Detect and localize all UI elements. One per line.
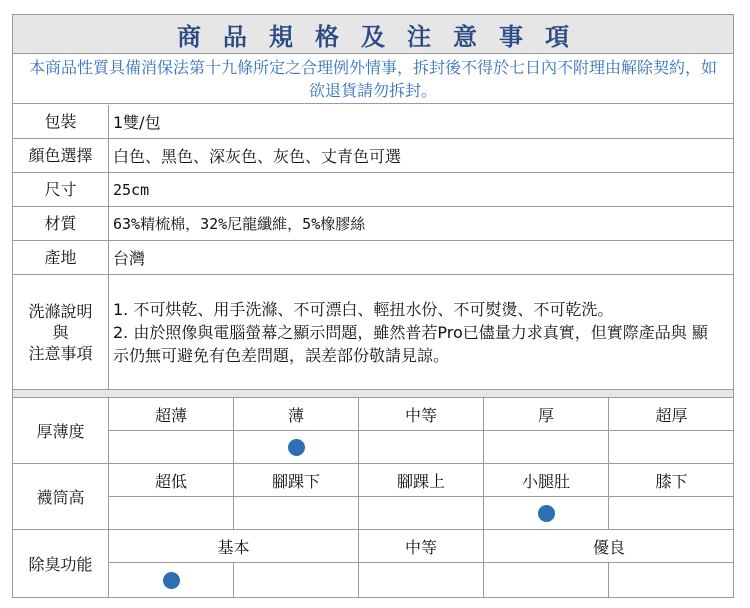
thickness-option: 薄: [234, 398, 359, 430]
selected-marker-dot: [163, 572, 180, 589]
thickness-options: [109, 398, 733, 431]
deodorant-label: 除臭功能: [13, 530, 109, 597]
sock-height-option: 膝下: [655, 471, 688, 491]
care-label-line2: 與: [52, 322, 69, 342]
selected-marker-dot: [538, 505, 555, 522]
deodorant-mark-cell: [609, 563, 734, 597]
packaging-label: 包裝: [13, 105, 109, 138]
care-value: [109, 275, 733, 389]
thickness-option: 超薄: [109, 398, 234, 430]
care-label-line3: 注意事項: [28, 343, 93, 363]
sock-height-mark-cell: [109, 497, 234, 529]
thickness-mark-cell: [234, 431, 359, 463]
deodorant-option: 中等: [359, 530, 484, 562]
sock-height-mark-cell: [609, 497, 734, 529]
colors-value: 白色、黑色、深灰色、灰色、丈青色可選: [113, 147, 402, 166]
thickness-mark-cell: [109, 431, 234, 463]
sock-height-label: 襪筒高: [13, 464, 109, 529]
sock-height-option: 超低: [109, 464, 234, 496]
colors-label: 顏色選擇: [13, 139, 109, 172]
thickness-mark-cell: [609, 431, 734, 463]
thickness-marks: [109, 431, 733, 463]
sock-height-mark-cell: [359, 497, 484, 529]
spec-row-origin: [13, 241, 733, 275]
sock-height-option: 腳踝上: [359, 464, 484, 496]
thickness-option: 中等: [359, 398, 484, 430]
sock-height-option: 小腿肚: [484, 464, 609, 496]
size-value: 25cm: [113, 180, 150, 199]
product-spec-sheet: [12, 14, 734, 598]
care-label: [13, 275, 109, 389]
attr-row-deodorant: [13, 530, 733, 597]
spec-row-size: [13, 173, 733, 207]
origin-label: 產地: [13, 241, 109, 274]
sock-height-mark-cell: [234, 497, 359, 529]
size-label: 尺寸: [13, 173, 109, 206]
packaging-value: 1雙/包: [113, 113, 161, 132]
spec-row-material: [13, 207, 733, 241]
deodorant-option: 基本: [109, 530, 359, 562]
spec-row-colors: [13, 139, 733, 173]
thickness-mark-cell: [484, 431, 609, 463]
section-divider: [13, 390, 733, 398]
thickness-option: 超厚: [655, 405, 688, 425]
deodorant-option: 優良: [592, 537, 625, 557]
origin-value: 台灣: [113, 249, 146, 268]
sock-height-option: 腳踝下: [234, 464, 359, 496]
spec-title: 商品規格及注意事項: [177, 22, 591, 51]
material-label: 材質: [13, 207, 109, 240]
thickness-mark-cell: [359, 431, 484, 463]
attr-row-thickness: [13, 398, 733, 464]
thickness-label: 厚薄度: [13, 398, 109, 463]
sock-height-options: [109, 464, 733, 497]
deodorant-marks: [109, 563, 733, 597]
spec-row-packaging: [13, 105, 733, 139]
return-policy-notice: 本商品性質具備消保法第十九條所定之合理例外情事，拆封後不得於七日內不附理由解除契約，如欲退貨請勿拆封。: [13, 54, 733, 104]
deodorant-mark-cell: [359, 563, 484, 597]
attr-row-sock-height: [13, 464, 733, 530]
sock-height-marks: [109, 497, 733, 529]
deodorant-options: [109, 530, 733, 563]
sock-height-mark-cell: [484, 497, 609, 529]
deodorant-mark-cell: [109, 563, 234, 597]
deodorant-mark-cell: [484, 563, 609, 597]
deodorant-mark-cell: [234, 563, 359, 597]
care-label-line1: 洗滌說明: [28, 301, 93, 321]
material-value: 63%精梳棉，32%尼龍纖維，5%橡膠絲: [113, 215, 366, 233]
care-item-1: 1. 不可烘乾、用手洗滌、不可漂白、輕扭水份、不可熨燙、不可乾洗。: [113, 299, 614, 319]
thickness-option: 厚: [484, 398, 609, 430]
care-item-2: 2. 由於照像與電腦螢幕之顯示問題，雖然普若Pro已儘量力求真實，但實際產品與 顯示仍無可避免有色差問題，誤差部份敬請見諒。: [113, 322, 708, 365]
spec-row-care: [13, 275, 733, 390]
spec-title-bar: [13, 15, 733, 54]
selected-marker-dot: [288, 439, 305, 456]
